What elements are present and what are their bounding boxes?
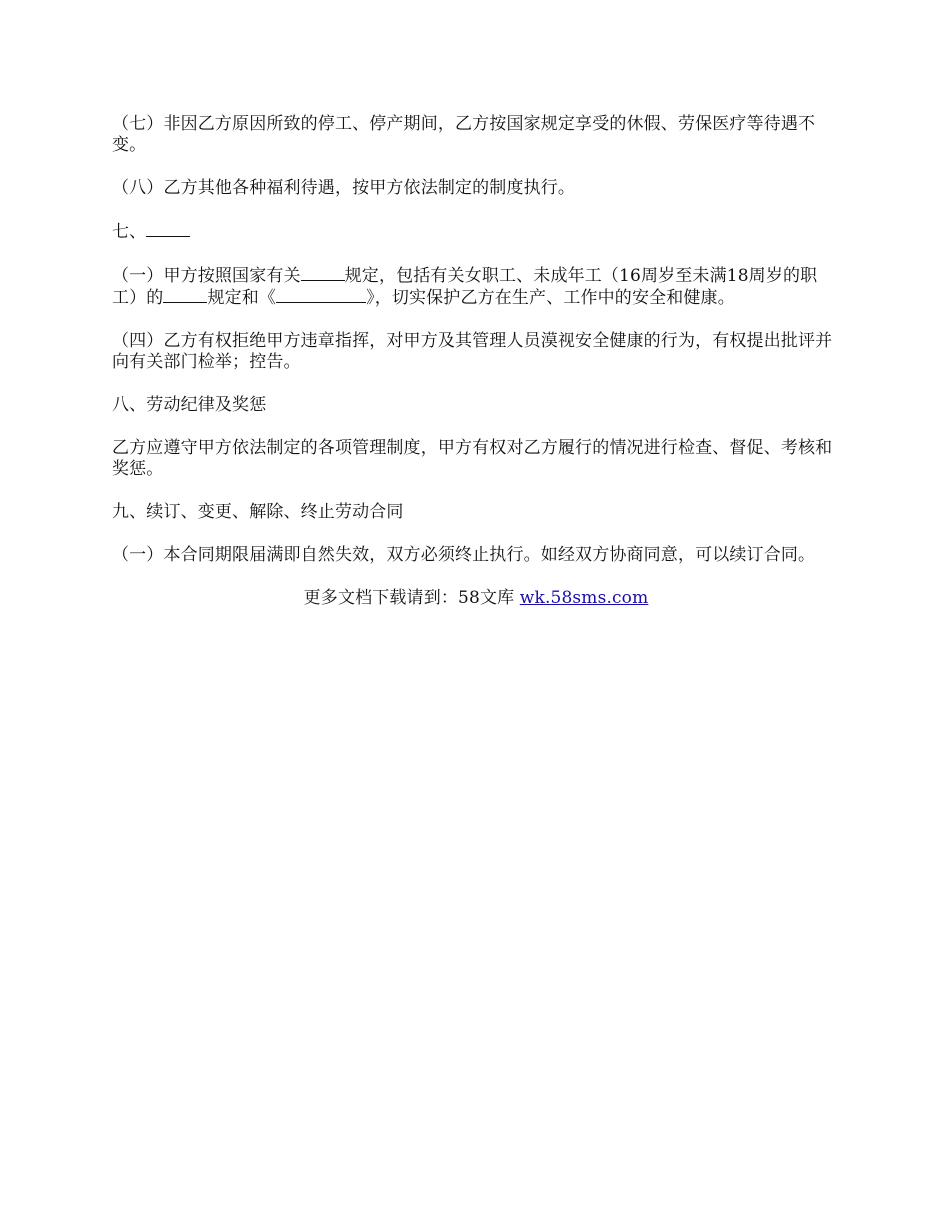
footer-download-note bbox=[112, 588, 840, 609]
section-heading-7 bbox=[112, 221, 840, 243]
fill-blank bbox=[146, 221, 190, 237]
text-segment: （一）甲方按照国家有关 bbox=[112, 266, 301, 286]
fill-blank bbox=[163, 287, 207, 303]
fill-blank bbox=[301, 265, 345, 281]
paragraph-discipline: 乙方应遵守甲方依法制定的各项管理制度，甲方有权对乙方履行的情况进行检查、督促、考核和奖惩。 bbox=[112, 438, 833, 479]
text-segment: 规定和《 bbox=[207, 288, 277, 308]
text-segment: 》，切实保护乙方在生产、工作中的安全和健康。 bbox=[366, 288, 735, 308]
paragraph-8: （八）乙方其他各种福利待遇，按甲方依法制定的制度执行。 bbox=[112, 178, 576, 198]
paragraph-safety-4: （四）乙方有权拒绝甲方违章指挥，对甲方及其管理人员漠视安全健康的行为，有权提出批评并向有关部门检举；控告。 bbox=[112, 331, 833, 372]
paragraph-7: （七）非因乙方原因所致的停工、停产期间，乙方按国家规定享受的休假、劳保医疗等待遇不变。 bbox=[112, 114, 816, 155]
section-heading-8: 八、劳动纪律及奖惩 bbox=[112, 395, 267, 415]
footer-link[interactable]: wk.58sms.com bbox=[519, 588, 649, 608]
section-heading-9: 九、续订、变更、解除、终止劳动合同 bbox=[112, 502, 404, 522]
paragraph-safety-1 bbox=[112, 265, 840, 309]
text-segment: 规定，包括有关女职工、未成年工（16周岁至未满18周岁的职工）的 bbox=[112, 266, 818, 308]
footer-text: 更多文档下载请到：58文库 bbox=[303, 588, 520, 608]
section-heading-prefix: 七、 bbox=[112, 222, 147, 242]
fill-blank bbox=[276, 287, 366, 303]
document-body bbox=[112, 114, 840, 631]
paragraph-renewal-1: （一）本合同期限届满即自然失效，双方必须终止执行。如经双方协商同意，可以续订合同。 bbox=[112, 545, 816, 565]
